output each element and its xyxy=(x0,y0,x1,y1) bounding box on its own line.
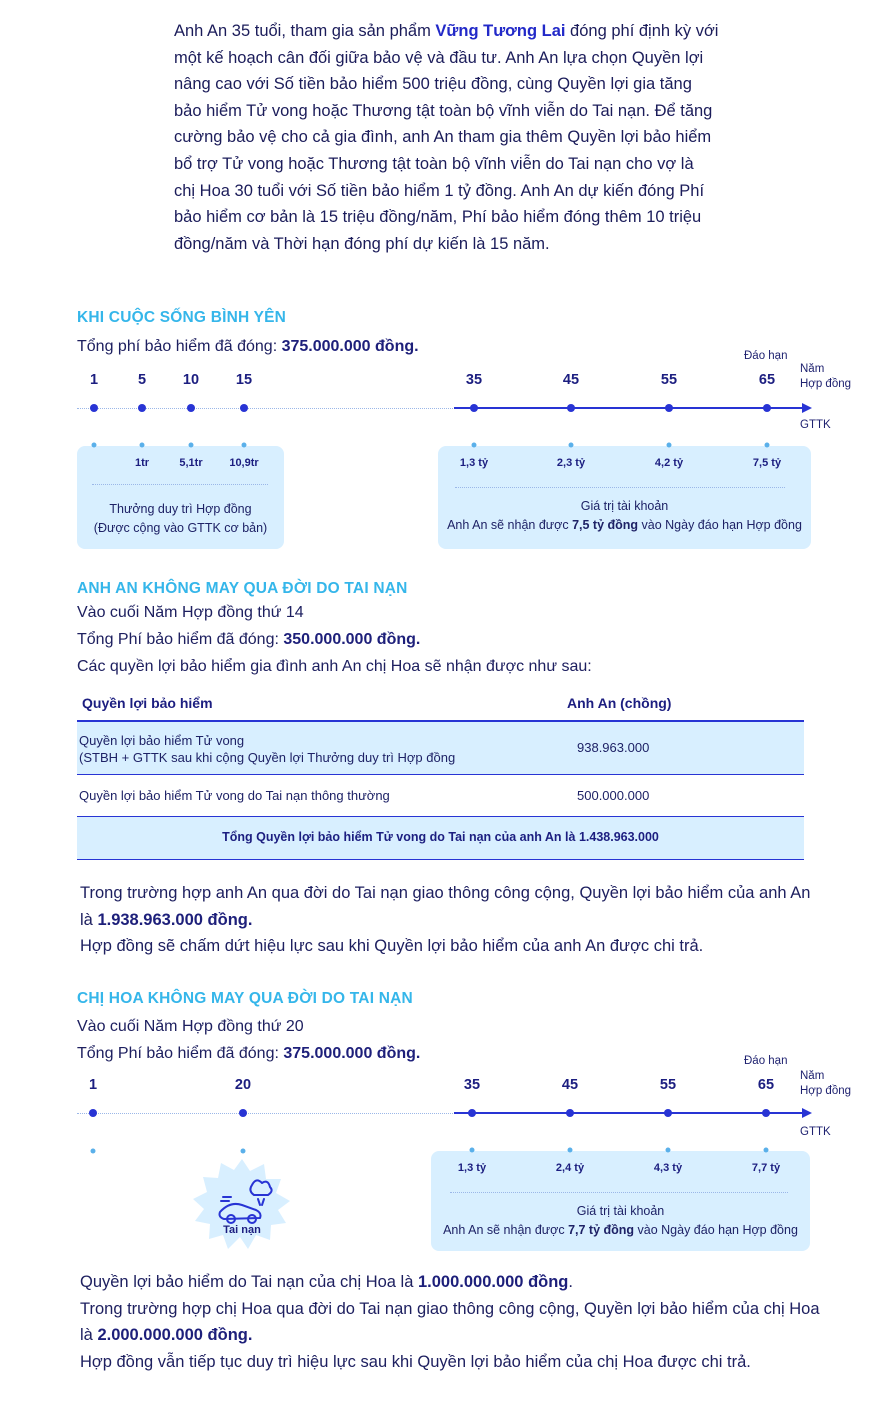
box-divider xyxy=(92,484,268,485)
maturity-label: Đáo hạn xyxy=(744,350,788,362)
year-label: 1 xyxy=(89,372,99,388)
table-header xyxy=(77,688,804,722)
product-name: Vững Tương Lai xyxy=(435,22,566,40)
connector-dot xyxy=(189,443,194,448)
table-row xyxy=(77,722,804,775)
connector-dot xyxy=(765,443,770,448)
axis-label-year: Năm Hợp đồng xyxy=(800,1070,852,1097)
benefits-table xyxy=(77,688,804,860)
account-value: 1,3 tỷ xyxy=(457,1162,487,1174)
box-divider xyxy=(450,1192,788,1193)
timeline-dot xyxy=(187,404,195,412)
timeline-dot xyxy=(468,1109,476,1117)
table-total: Tổng Quyền lợi bảo hiểm Tử vong do Tai nạn của anh An là 1.438.963.000 xyxy=(222,830,659,844)
contract-year-line: Vào cuối Năm Hợp đồng thứ 14 xyxy=(77,604,304,621)
connector-dot xyxy=(470,1148,475,1153)
timeline-dot xyxy=(240,404,248,412)
year-label: 55 xyxy=(660,372,678,388)
section-title-an-accident: ANH AN KHÔNG MAY QUA ĐỜI DO TAI NẠN xyxy=(77,580,408,597)
connector-dot xyxy=(569,443,574,448)
year-label: 35 xyxy=(465,372,483,388)
timeline-dot xyxy=(89,1109,97,1117)
total-premium-line: Tổng Phí bảo hiểm đã đóng: 350.000.000 đồng. xyxy=(77,631,421,648)
box-divider xyxy=(455,487,785,488)
timeline-arrow-icon xyxy=(802,403,812,413)
connector-dot xyxy=(242,443,247,448)
col-header-benefit: Quyền lợi bảo hiểm xyxy=(82,695,213,711)
total-premium-line: Tổng Phí bảo hiểm đã đóng: 375.000.000 đồng. xyxy=(77,1045,421,1062)
year-label: 65 xyxy=(757,1077,775,1093)
bonus-value: 10,9tr xyxy=(229,457,259,469)
account-value: 4,3 tỷ xyxy=(653,1162,683,1174)
timeline-dot xyxy=(239,1109,247,1117)
year-label: 10 xyxy=(182,372,200,388)
table-total-row xyxy=(77,817,804,860)
connector-dot xyxy=(140,443,145,448)
connector-dot xyxy=(241,1149,246,1154)
timeline-dot xyxy=(665,404,673,412)
year-label: 5 xyxy=(137,372,147,388)
row-label: Quyền lợi bảo hiểm Tử vong (STBH + GTTK sau khi cộng Quyền lợi Thưởng duy trì Hợp đồng xyxy=(79,733,456,765)
connector-dot xyxy=(472,443,477,448)
timeline-dot xyxy=(138,404,146,412)
gttk-label: GTTK xyxy=(800,419,831,431)
an-accident-paragraph: Trong trường hợp anh An qua đời do Tai nạn giao thông công cộng, Quyền lợi bảo hiểm của anh An là 1.938.963.000 đồng. Hợp đồng sẽ chấm dứt hiệu lực sau khi Quyền lợi bảo hiểm của anh An được chi trả. xyxy=(80,884,811,956)
year-label: 20 xyxy=(234,1077,252,1093)
bonus-value: 5,1tr xyxy=(179,457,203,469)
benefits-intro-line: Các quyền lợi bảo hiểm gia đình anh An chị Hoa sẽ nhận được như sau: xyxy=(77,658,592,675)
connector-dot xyxy=(92,443,97,448)
account-value: 7,7 tỷ xyxy=(751,1162,781,1174)
year-label: 45 xyxy=(562,372,580,388)
bonus-box-caption: Thưởng duy trì Hợp đồng (Được cộng vào GTTK cơ bản) xyxy=(93,502,268,535)
contract-year-line: Vào cuối Năm Hợp đồng thứ 20 xyxy=(77,1018,304,1035)
maturity-label: Đáo hạn xyxy=(744,1055,788,1067)
timeline-dot xyxy=(567,404,575,412)
connector-dot xyxy=(667,443,672,448)
account-value: 7,5 tỷ xyxy=(752,457,782,469)
table-row xyxy=(77,775,804,817)
year-label: 1 xyxy=(88,1077,98,1093)
timeline-dot xyxy=(566,1109,574,1117)
timeline-dotted xyxy=(77,408,455,409)
timeline-dot xyxy=(90,404,98,412)
timeline-dot xyxy=(470,404,478,412)
row-label: Quyền lợi bảo hiểm Tử vong do Tai nạn thông thường xyxy=(79,788,390,803)
connector-dot xyxy=(666,1148,671,1153)
timeline-dotted xyxy=(77,1113,455,1114)
connector-dot xyxy=(91,1149,96,1154)
connector-dot xyxy=(764,1148,769,1153)
col-header-an: Anh An (chồng) xyxy=(567,695,672,711)
year-label: 15 xyxy=(235,372,253,388)
bonus-value: 1tr xyxy=(134,457,150,469)
timeline-dot xyxy=(762,1109,770,1117)
accident-label: Tai nạn xyxy=(223,1224,261,1236)
hoa-accident-paragraph: Quyền lợi bảo hiểm do Tai nạn của chị Hoa là 1.000.000.000 đồng. Trong trường hợp chị Hoa qua đời do Tai nạn giao thông công cộng, Quyền lợi bảo hiểm của chị Hoa là 2.000.000.000 đồng. Hợp đồng vẫn tiếp tục duy trì hiệu lực sau khi Quyền lợi bảo hiểm của chị Hoa được chi trả. xyxy=(80,1273,820,1371)
account-box-caption: Giá trị tài khoản Anh An sẽ nhận được 7,7 tỷ đồng vào Ngày đáo hạn Hợp đồng xyxy=(443,1204,798,1237)
account-box-caption: Giá trị tài khoản Anh An sẽ nhận được 7,5 tỷ đồng vào Ngày đáo hạn Hợp đồng xyxy=(447,499,802,532)
row-value: 938.963.000 xyxy=(577,740,650,755)
section-title-hoa-accident: CHỊ HOA KHÔNG MAY QUA ĐỜI DO TAI NẠN xyxy=(77,990,413,1007)
accident-icon xyxy=(190,1157,294,1257)
account-value: 1,3 tỷ xyxy=(459,457,489,469)
year-label: 55 xyxy=(659,1077,677,1093)
timeline-dot xyxy=(763,404,771,412)
account-value: 4,2 tỷ xyxy=(654,457,684,469)
timeline-dot xyxy=(664,1109,672,1117)
year-label: 35 xyxy=(463,1077,481,1093)
year-label: 65 xyxy=(758,372,776,388)
intro-paragraph: Anh An 35 tuổi, tham gia sản phẩm Vững Tương Lai đóng phí định kỳ với một kế hoạch cân đối giữa bảo vệ và đầu tư. Anh An lựa chọn Quyền lợi nâng cao với Số tiền bảo hiểm 500 triệu đồng, cùng Quyền lợi gia tăng bảo hiểm Tử vong hoặc Thương tật toàn bộ vĩnh viễn do Tai nạn. Để tăng cường bảo vệ cho cả gia đình, anh An tham gia thêm Quyền lợi bảo hiểm bổ trợ Tử vong hoặc Thương tật toàn bộ vĩnh viễn do Tai nạn cho vợ là chị Hoa 30 tuổi với Số tiền bảo hiểm 1 tỷ đồng. Anh An dự kiến đóng Phí bảo hiểm cơ bản là 15 triệu đồng/năm, Phí bảo hiểm đóng thêm 10 triệu đồng/năm và Thời hạn đóng phí dự kiến là 15 năm. xyxy=(174,22,719,253)
total-premium-line: Tổng phí bảo hiểm đã đóng: 375.000.000 đồng. xyxy=(77,338,419,355)
row-value: 500.000.000 xyxy=(577,788,650,803)
timeline-solid xyxy=(454,407,803,409)
gttk-label: GTTK xyxy=(800,1126,831,1138)
timeline-solid xyxy=(454,1112,803,1114)
axis-label-year: Năm Hợp đồng xyxy=(800,363,852,390)
account-value: 2,3 tỷ xyxy=(556,457,586,469)
timeline-arrow-icon xyxy=(802,1108,812,1118)
year-label: 45 xyxy=(561,1077,579,1093)
connector-dot xyxy=(568,1148,573,1153)
account-value: 2,4 tỷ xyxy=(555,1162,585,1174)
section-title-peaceful: KHI CUỘC SỐNG BÌNH YÊN xyxy=(77,309,287,326)
